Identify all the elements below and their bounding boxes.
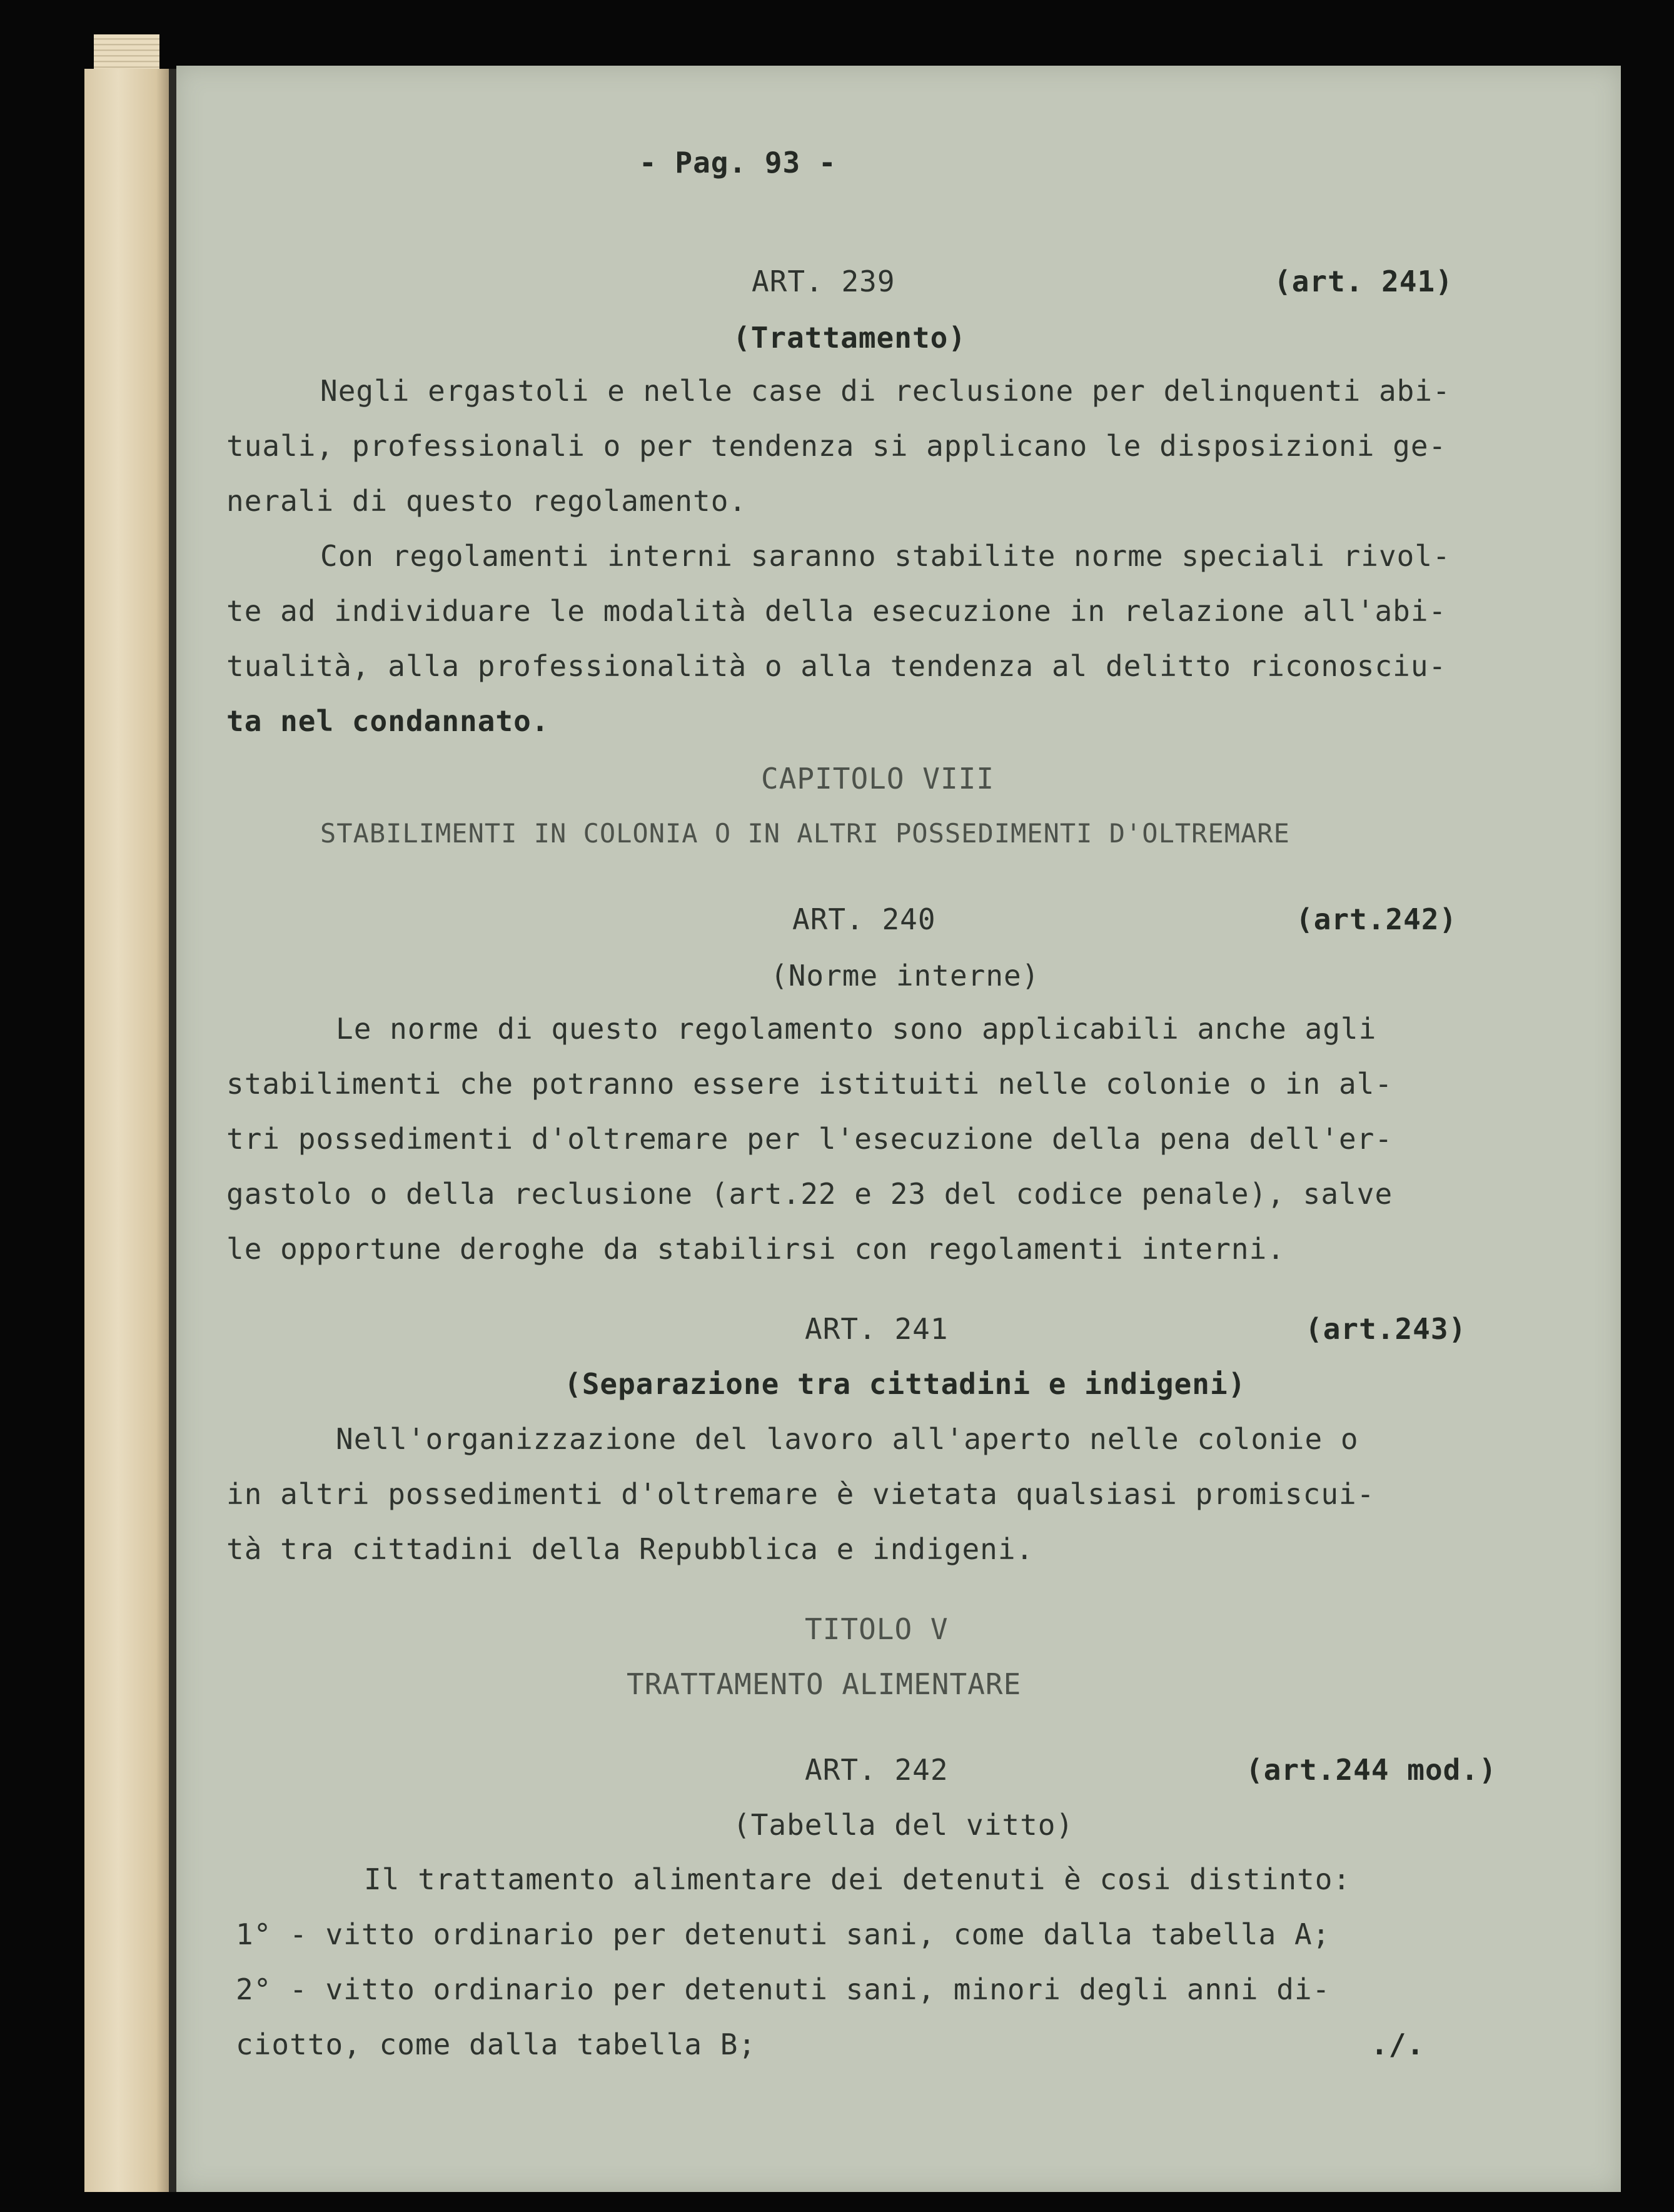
- list-item: 2° - vitto ordinario per detenuti sani, minori degli anni di-: [236, 1972, 1331, 2006]
- chapter-title: CAPITOLO VIII: [761, 762, 995, 795]
- article-reference: (art.242): [1296, 902, 1458, 936]
- binding-spine: [84, 69, 169, 2192]
- body-line: stabilimenti che potranno essere istituiti nelle colonie o in al-: [226, 1067, 1393, 1101]
- list-item: 1° - vitto ordinario per detenuti sani, come dalla tabella A;: [236, 1917, 1331, 1951]
- continuation-mark: ./.: [1371, 2028, 1425, 2061]
- chapter-subtitle: STABILIMENTI IN COLONIA O IN ALTRI POSSEDIMENTI D'OLTREMARE: [320, 818, 1290, 849]
- body-line: tualità, alla professionalità o alla tendenza al delitto riconosciu-: [226, 649, 1447, 683]
- article-subtitle: (Separazione tra cittadini e indigeni): [564, 1367, 1246, 1401]
- page-number: - Pag. 93 -: [639, 146, 837, 179]
- body-line: in altri possedimenti d'oltremare è vietata qualsiasi promiscui-: [226, 1477, 1375, 1511]
- document-page: [176, 66, 1621, 2192]
- title-heading: TITOLO V: [805, 1612, 949, 1646]
- binding-gutter: [169, 69, 176, 2192]
- body-line: tuali, professionali o per tendenza si applicano le disposizioni ge-: [226, 429, 1447, 463]
- article-subtitle: (Norme interne): [770, 959, 1040, 992]
- article-heading: ART. 239: [752, 265, 895, 298]
- body-line: Il trattamento alimentare dei detenuti è cosi distinto:: [364, 1862, 1351, 1896]
- list-item: ciotto, come dalla tabella B;: [236, 2028, 757, 2061]
- body-line: Le norme di questo regolamento sono applicabili anche agli: [336, 1012, 1377, 1046]
- body-line: le opportune deroghe da stabilirsi con regolamenti interni.: [226, 1232, 1285, 1266]
- body-line: tri possedimenti d'oltremare per l'esecuzione della pena dell'er-: [226, 1122, 1393, 1156]
- article-reference: (art.244 mod.): [1246, 1753, 1497, 1787]
- body-line: Con regolamenti interni saranno stabilite norme speciali rivol-: [320, 539, 1451, 573]
- body-line: Nell'organizzazione del lavoro all'aperto nelle colonie o: [336, 1422, 1359, 1456]
- article-subtitle: (Trattamento): [733, 321, 967, 355]
- title-subtitle: TRATTAMENTO ALIMENTARE: [627, 1667, 1022, 1701]
- body-line: tà tra cittadini della Repubblica e indigeni.: [226, 1532, 1034, 1566]
- article-reference: (art.243): [1305, 1312, 1467, 1346]
- article-subtitle: (Tabella del vitto): [733, 1808, 1074, 1842]
- article-reference: (art. 241): [1274, 265, 1453, 298]
- body-line: gastolo o della reclusione (art.22 e 23 del codice penale), salve: [226, 1177, 1393, 1211]
- article-heading: ART. 241: [805, 1312, 949, 1346]
- article-heading: ART. 242: [805, 1753, 949, 1787]
- body-line: nerali di questo regolamento.: [226, 484, 747, 518]
- body-line: Negli ergastoli e nelle case di reclusione per delinquenti abi-: [320, 374, 1451, 408]
- body-line: ta nel condannato.: [226, 704, 550, 738]
- article-heading: ART. 240: [792, 902, 936, 936]
- body-line: te ad individuare le modalità della esecuzione in relazione all'abi-: [226, 594, 1447, 628]
